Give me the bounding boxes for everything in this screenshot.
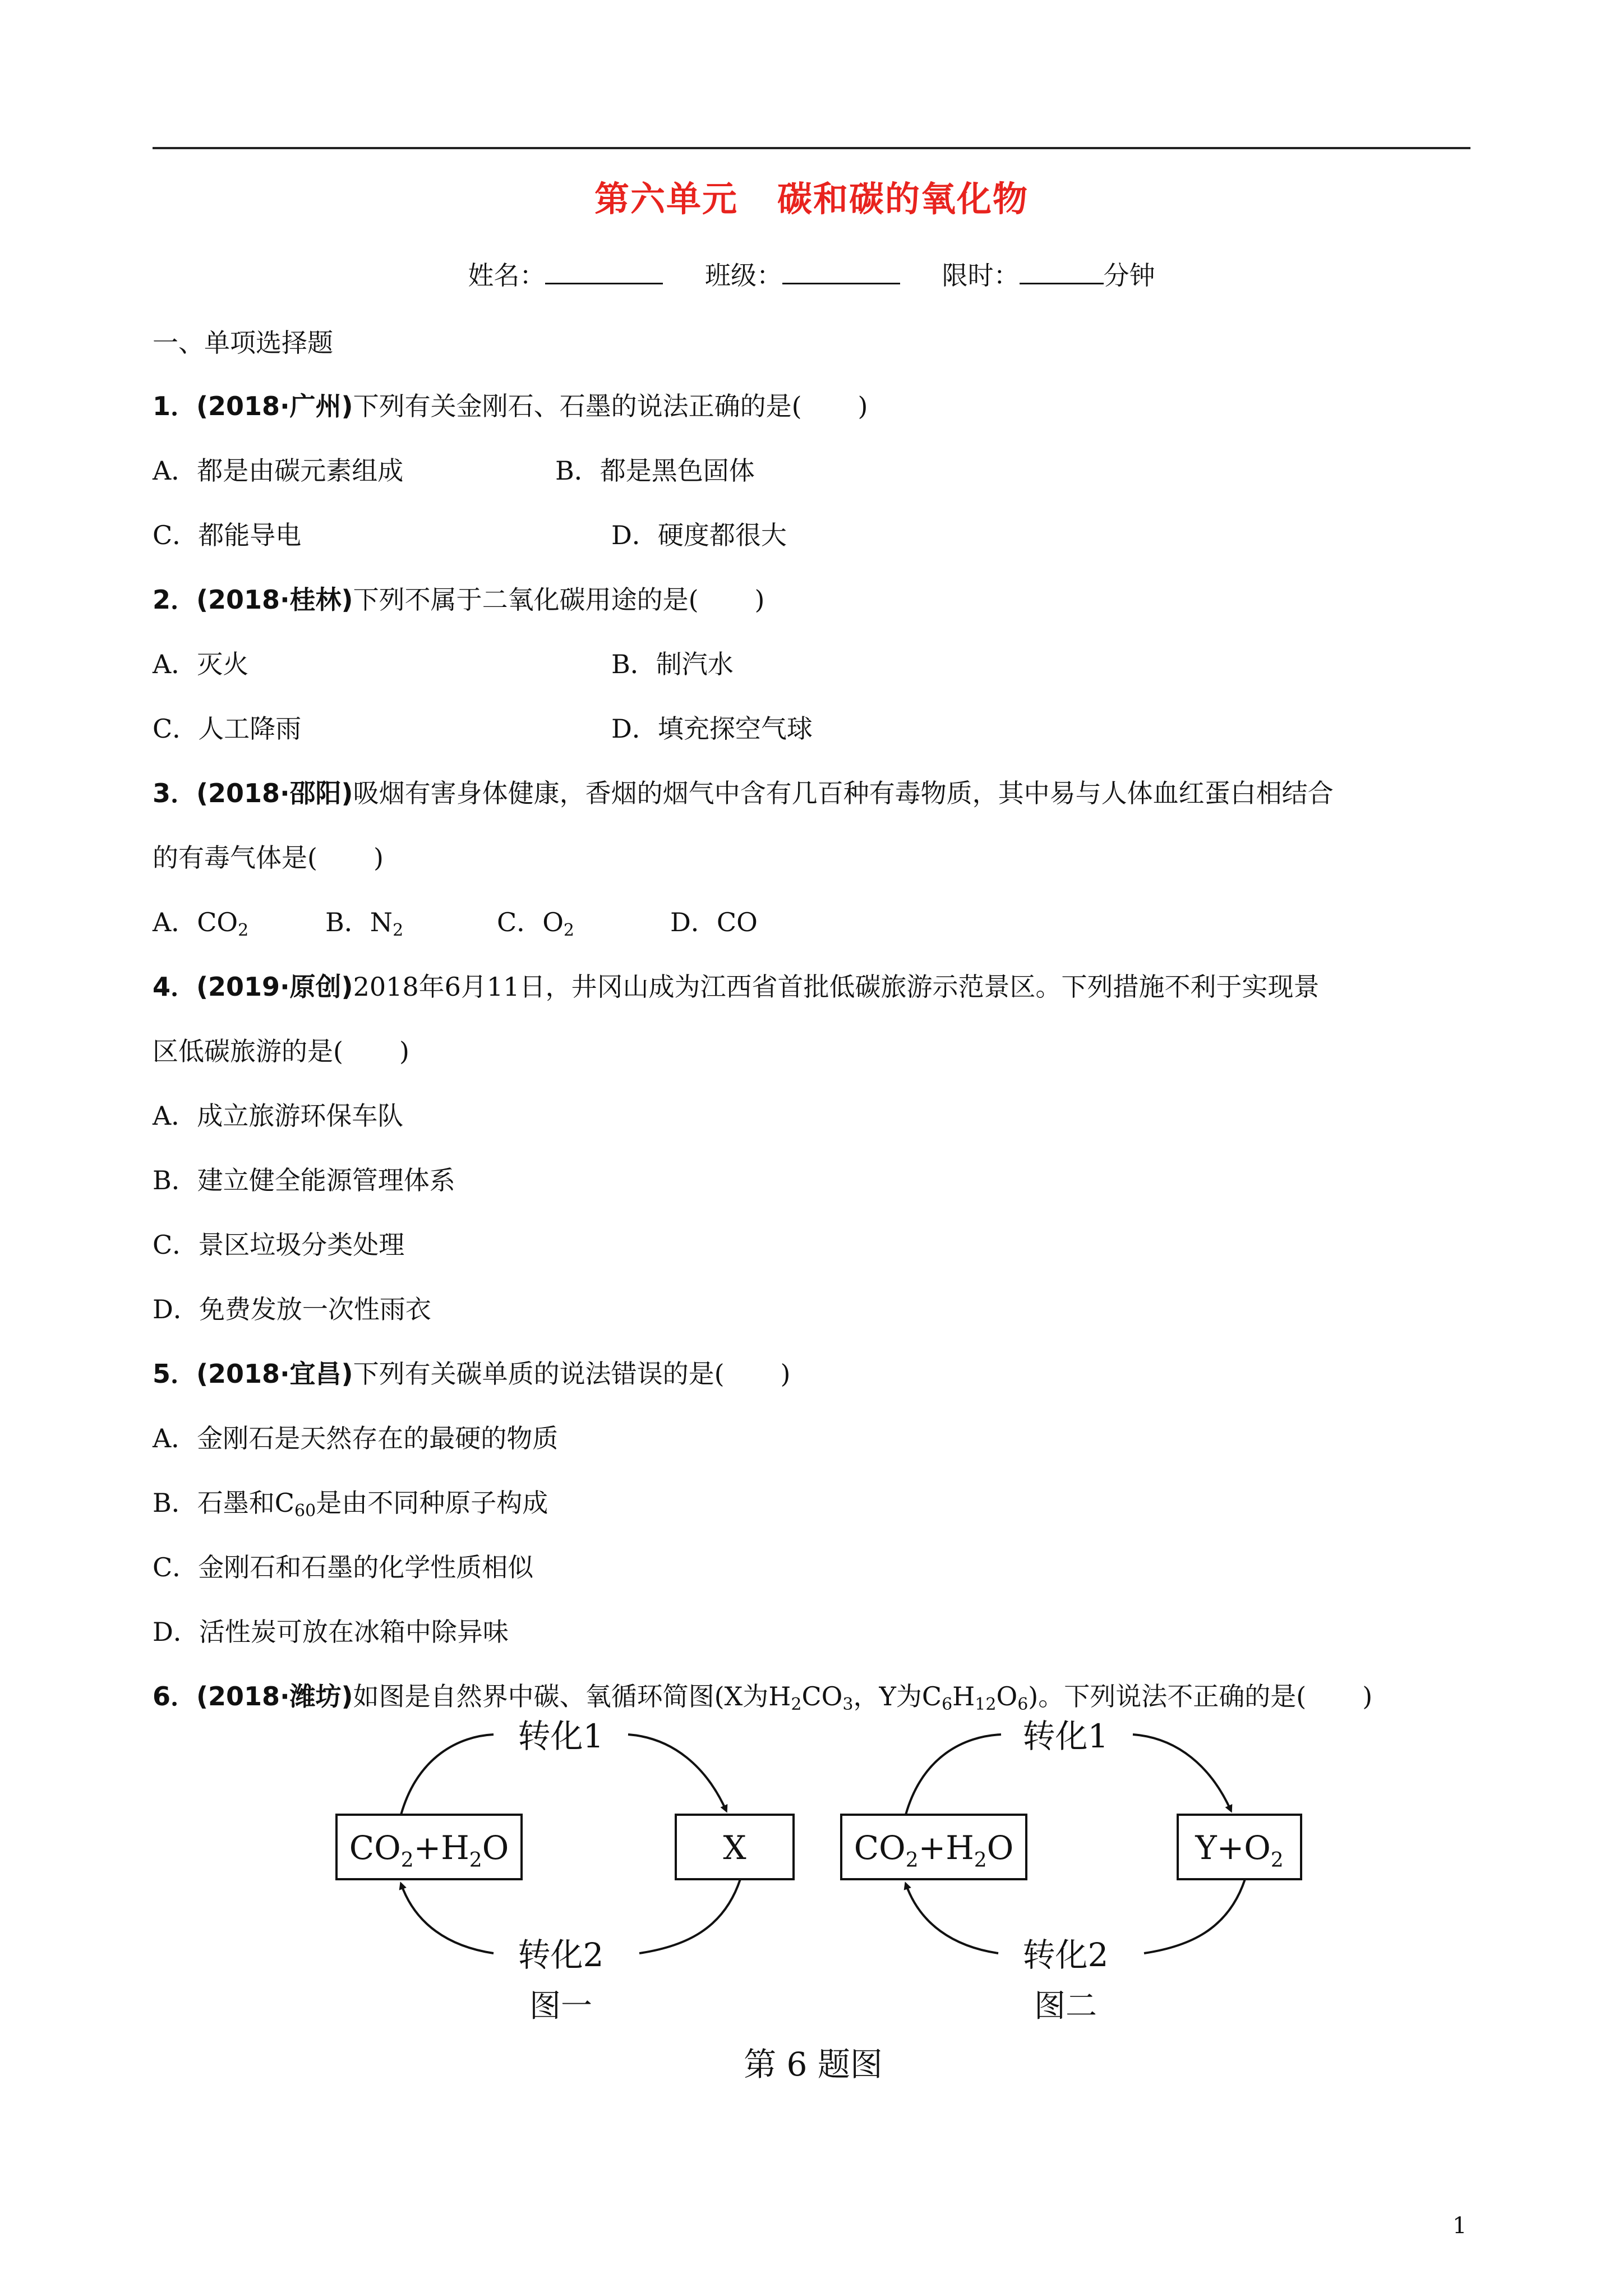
option-b[interactable]: B．建立健全能源管理体系 bbox=[153, 1165, 455, 1195]
question-source: (2018·广州) bbox=[196, 391, 353, 421]
header-rule bbox=[153, 147, 1470, 149]
question-number: 5． bbox=[153, 1359, 197, 1389]
question-source: (2018·邵阳) bbox=[196, 778, 353, 808]
time-unit: 分钟 bbox=[1103, 260, 1155, 291]
figure-caption: 第 6 题图 bbox=[744, 2045, 883, 2083]
conv2-label-2: 转化2 bbox=[1022, 1936, 1109, 1974]
option-c[interactable]: C．$O_2$ bbox=[497, 907, 575, 940]
svg-text:CO2+H2O: $CO_2+H_2O$ bbox=[854, 1829, 1014, 1872]
class-label: 班级： bbox=[705, 260, 782, 291]
question-stem-cont: 的有毒气体是( bbox=[153, 843, 317, 873]
fig1-label: 图一 bbox=[529, 1988, 592, 2024]
question-stem: 吸烟有害身体健康，香烟的烟气中含有几百种有毒物质，其中易与人体血红蛋白相结合 bbox=[353, 778, 1334, 808]
arrow-conv2-left bbox=[401, 1884, 494, 1953]
question-stem: 下列有关碳单质的说法错误的是( bbox=[353, 1359, 725, 1389]
title-topic: 碳和碳的氧化物 bbox=[777, 178, 1029, 219]
option-a[interactable]: A．都是由碳元素组成 bbox=[153, 455, 404, 486]
question-2: 2．(2018·桂林)下列不属于二氧化碳用途的是( ) bbox=[153, 585, 765, 615]
section-title: 一、单项选择题 bbox=[153, 328, 333, 358]
svg-text:X: X bbox=[723, 1829, 746, 1867]
option-b[interactable]: B．都是黑色固体 bbox=[555, 455, 755, 486]
name-blank[interactable] bbox=[545, 260, 663, 284]
fig2-label: 图二 bbox=[1034, 1988, 1097, 2024]
option-d[interactable]: D．硬度都很大 bbox=[611, 520, 787, 550]
option-a[interactable]: A．$CO_2$ bbox=[153, 907, 249, 940]
question-source: (2018·桂林) bbox=[196, 585, 353, 615]
question-source: (2019·原创) bbox=[196, 972, 353, 1002]
question-number: 1． bbox=[153, 391, 197, 421]
question-source: (2018·潍坊) bbox=[196, 1681, 353, 1711]
question-3 bbox=[153, 773, 1334, 810]
option-d[interactable]: D．活性炭可放在冰箱中除异味 bbox=[153, 1617, 509, 1647]
time-label: 限时： bbox=[942, 260, 1020, 291]
arrow-conv2-right-2 bbox=[1144, 1879, 1245, 1953]
option-a[interactable]: A．灭火 bbox=[153, 649, 249, 679]
arrow-conv1-left-2 bbox=[906, 1734, 1001, 1815]
option-a[interactable]: A．金刚石是天然存在的最硬的物质 bbox=[153, 1423, 559, 1453]
question-stem: 下列有关金刚石、石墨的说法正确的是( bbox=[353, 391, 802, 421]
student-info-line bbox=[0, 255, 1623, 292]
arrow-conv1-left bbox=[401, 1734, 494, 1815]
option-d[interactable]: D．填充探空气球 bbox=[611, 714, 813, 744]
option-a[interactable]: A．成立旅游环保车队 bbox=[153, 1101, 404, 1131]
question-6: 6．(2018·潍坊)如图是自然界中碳、氧循环简图(X为$H_2CO_3$，Y为$C_6H_{12}O_6$)。下列说法不正确的是( ) bbox=[153, 1681, 1373, 1714]
svg-text:Y+O2: $Y+O_2$ bbox=[1195, 1829, 1284, 1872]
option-b[interactable]: B．石墨和$C_{60}$是由不同种原子构成 bbox=[153, 1488, 548, 1521]
question-4 bbox=[153, 967, 1319, 1004]
question-stem-cont: 区低碳旅游的是( bbox=[153, 1036, 343, 1066]
arrow-conv1-right-2 bbox=[1133, 1734, 1231, 1811]
carbon-oxygen-cycle-figure bbox=[314, 1711, 1324, 2104]
question-1: 1．(2018·广州)下列有关金刚石、石墨的说法正确的是( ) bbox=[153, 391, 868, 421]
svg-text:CO2+H2O: $CO_2+H_2O$ bbox=[349, 1829, 509, 1872]
option-c[interactable]: C．金刚石和石墨的化学性质相似 bbox=[153, 1552, 534, 1582]
arrow-conv1-right bbox=[628, 1734, 726, 1811]
question-number: 6． bbox=[153, 1681, 197, 1711]
question-number: 3． bbox=[153, 778, 197, 808]
question-number: 2． bbox=[153, 585, 197, 615]
question-source: (2018·宜昌) bbox=[196, 1359, 353, 1389]
option-d[interactable]: D．免费发放一次性雨衣 bbox=[153, 1294, 431, 1324]
option-d[interactable]: D．CO bbox=[670, 907, 758, 937]
question-number: 4． bbox=[153, 972, 197, 1002]
option-b[interactable]: B．制汽水 bbox=[611, 649, 734, 679]
option-c[interactable]: C．都能导电 bbox=[153, 520, 302, 550]
question-stem: 下列不属于二氧化碳用途的是( bbox=[353, 585, 699, 615]
title-unit: 第六单元 bbox=[594, 178, 738, 219]
conv1-label: 转化1 bbox=[518, 1717, 604, 1755]
arrow-conv2-left-2 bbox=[906, 1884, 998, 1953]
page-title bbox=[0, 171, 1623, 221]
class-blank[interactable] bbox=[782, 260, 900, 284]
question-3-line2: 的有毒气体是( ) bbox=[153, 843, 384, 873]
option-c[interactable]: C．人工降雨 bbox=[153, 714, 302, 744]
time-blank[interactable] bbox=[1020, 260, 1104, 284]
conv2-label: 转化2 bbox=[518, 1936, 604, 1974]
option-b[interactable]: B．$N_2$ bbox=[325, 907, 404, 940]
question-stem: 2018年6月11日，井冈山成为江西省首批低碳旅游示范景区。下列措施不利于实现景 bbox=[353, 972, 1320, 1002]
question-4-line2: 区低碳旅游的是( ) bbox=[153, 1036, 409, 1066]
arrow-conv2-right bbox=[639, 1879, 740, 1953]
name-label: 姓名： bbox=[468, 260, 546, 291]
option-c[interactable]: C．景区垃圾分类处理 bbox=[153, 1230, 405, 1260]
question-5: 5．(2018·宜昌)下列有关碳单质的说法错误的是( ) bbox=[153, 1359, 791, 1389]
conv1-label-2: 转化1 bbox=[1022, 1717, 1109, 1755]
page-number: 1 bbox=[1453, 2213, 1467, 2239]
